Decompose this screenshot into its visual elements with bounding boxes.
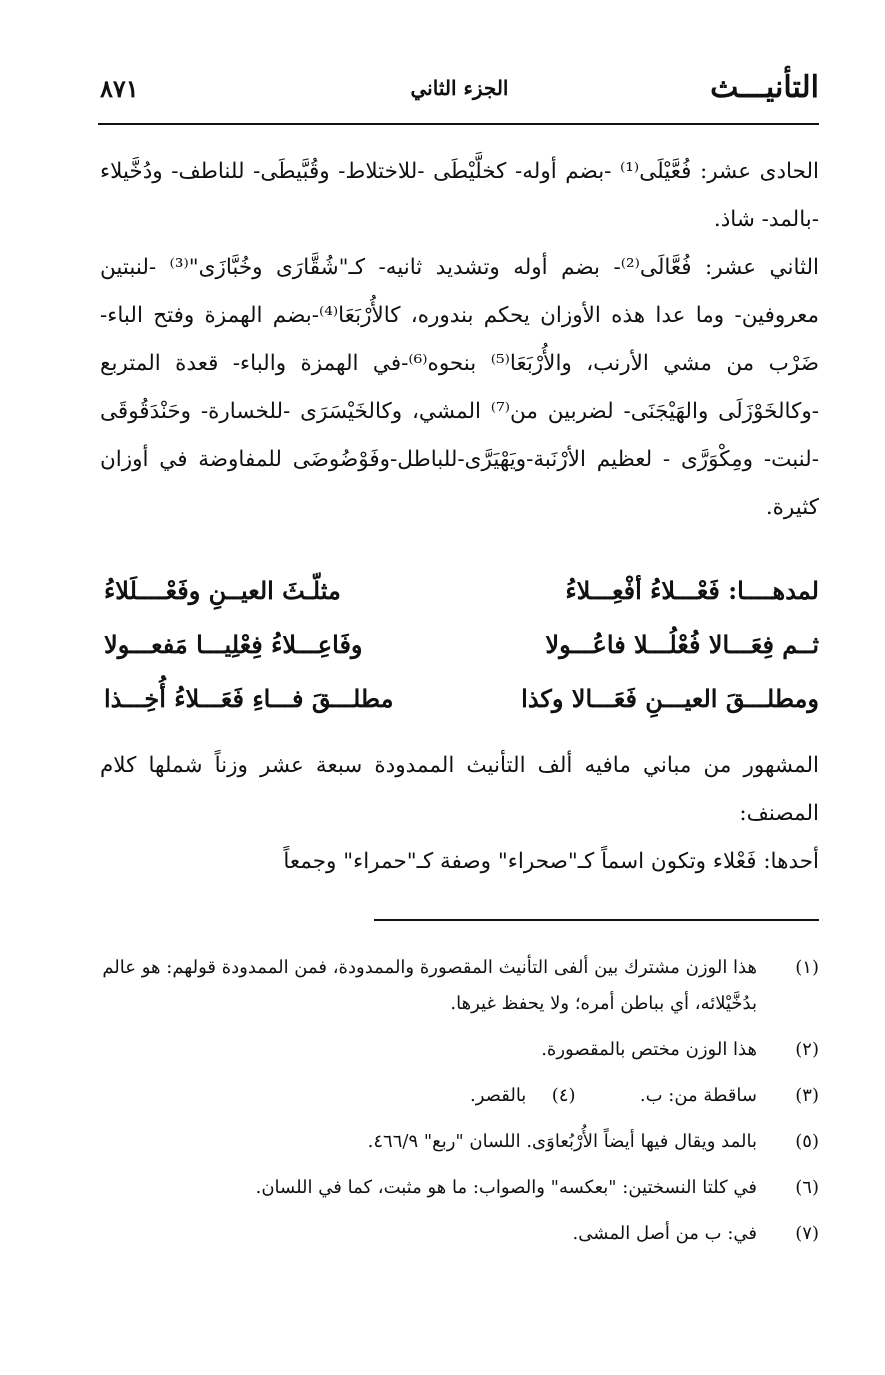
footnote-text: ساقطة من: ب. — [639, 1085, 757, 1106]
footnote-number: (١) — [795, 957, 819, 978]
main-text — [100, 148, 819, 532]
footnote-number: (٧) — [795, 1223, 819, 1244]
footnote — [100, 1124, 819, 1160]
paragraph-twelfth: الثاني عشر: فُعَّالَى⁽²⁾- بضم أوله وتشديد ثانيه- كـ"شُقَّارَى وخُبَّازَى"⁽³⁾ -لنبتين معروفين- وما عدا هذه الأوزان يحكم بندوره، كالأُرْبَعَا⁽⁴⁾-بضم الهمزة وفتح الباء-ضَرْب من مشي الأرنب، والأُرْبَعَا⁽⁵⁾ بنحوه⁽⁶⁾-في الهمزة والباء- قعدة المتربع -وكالخَوْزَلَى والهَيْجَنَى- لضربين من⁽⁷⁾ المشي، وكالخَيْسَرَى -للخسارة- وحَنْدَقُوقَى -لنبت- ومِكْوَرَّى - لعظيم الأرْنَبة-ويَهْيَرَّى-للباطل-وفَوْضُوضَى للمفاوضة في أوزان كثيرة. — [100, 255, 820, 520]
volume-label: الجزء الثاني — [410, 76, 509, 100]
header-rule — [98, 123, 819, 125]
footnote — [100, 1216, 819, 1252]
page-header — [100, 70, 819, 120]
footnote-number: (٤) — [551, 1085, 576, 1106]
footnote-number: (٥) — [795, 1131, 819, 1152]
footnote-text: بالمد ويقال فيها أيضاً الأُرْبُعاوَى. اللسان "ربع" ٤٦٦/٩. — [367, 1131, 757, 1152]
verse-second-hemistich: مطلـــقَ فـــاءِ فَعَـــلاءُ أُخِـــذا — [104, 684, 394, 713]
footnote-number: (٢) — [795, 1039, 819, 1060]
footnotes — [100, 950, 819, 1262]
page-number: ٨٧١ — [100, 74, 139, 103]
main-text-continued — [100, 742, 819, 886]
footnote — [100, 1078, 819, 1114]
verse-second-hemistich: مثلّـثَ العيــنِ وفَعْــــلَلاءُ — [104, 576, 341, 605]
verse-second-hemistich: وفَاعِـــلاءُ فِعْلِيـــا مَفعـــولا — [104, 630, 363, 659]
footnote — [100, 950, 819, 1022]
footnote — [100, 1170, 819, 1206]
footnote-text: هذا الوزن مشترك بين ألفى التأنيث المقصورة والممدودة، فمن الممدودة قولهم: هو عالم بدُخَّيْلائه، أي بباطن أمره؛ ولا يحفظ غيرها. — [102, 957, 757, 1014]
footnote-text: في كلتا النسختين: "بعكسه" والصواب: ما هو مثبت، كما في اللسان. — [255, 1177, 757, 1198]
verse-first-hemistich: لمدهــــا: فَعْـــلاءُ أفْعِـــلاءُ — [565, 576, 819, 605]
paragraph-commentary: المشهور من مباني مافيه ألف التأنيث الممدودة سبعة عشر وزناً شملها كلام المصنف: — [100, 753, 819, 826]
verse-line — [104, 684, 819, 738]
footnote-number: (٣) — [795, 1085, 819, 1106]
chapter-title: التأنيـــث — [710, 70, 819, 105]
verse-block — [104, 576, 819, 738]
footnote-number: (٦) — [795, 1177, 819, 1198]
verse-line — [104, 630, 819, 684]
footnote — [100, 1032, 819, 1068]
paragraph-eleventh: الحادى عشر: فُعَّيْلَى⁽¹⁾ -بضم أوله- كخلَّيْطَى -للاختلاط- وقُبَّيطَى- للناطف- ودُخَّيلاء -بالمد- شاذ. — [100, 159, 819, 232]
footnote-rule — [374, 919, 819, 921]
verse-first-hemistich: ثــم فِعَـــالا فُعْلُـــلا فاعُـــولا — [545, 630, 819, 659]
footnote-text: في: ب من أصل المشى. — [572, 1223, 757, 1244]
footnote-text: هذا الوزن مختص بالمقصورة. — [541, 1039, 757, 1060]
footnote-text: بالقصر. — [469, 1085, 527, 1106]
verse-line — [104, 576, 819, 630]
paragraph-first-form: أحدها: فَعْلاء وتكون اسماً كـ"صحراء" وصفة كـ"حمراء" وجمعاً — [283, 849, 819, 874]
verse-first-hemistich: ومطلـــقَ العيـــنِ فَعَـــالا وكذا — [521, 684, 819, 713]
